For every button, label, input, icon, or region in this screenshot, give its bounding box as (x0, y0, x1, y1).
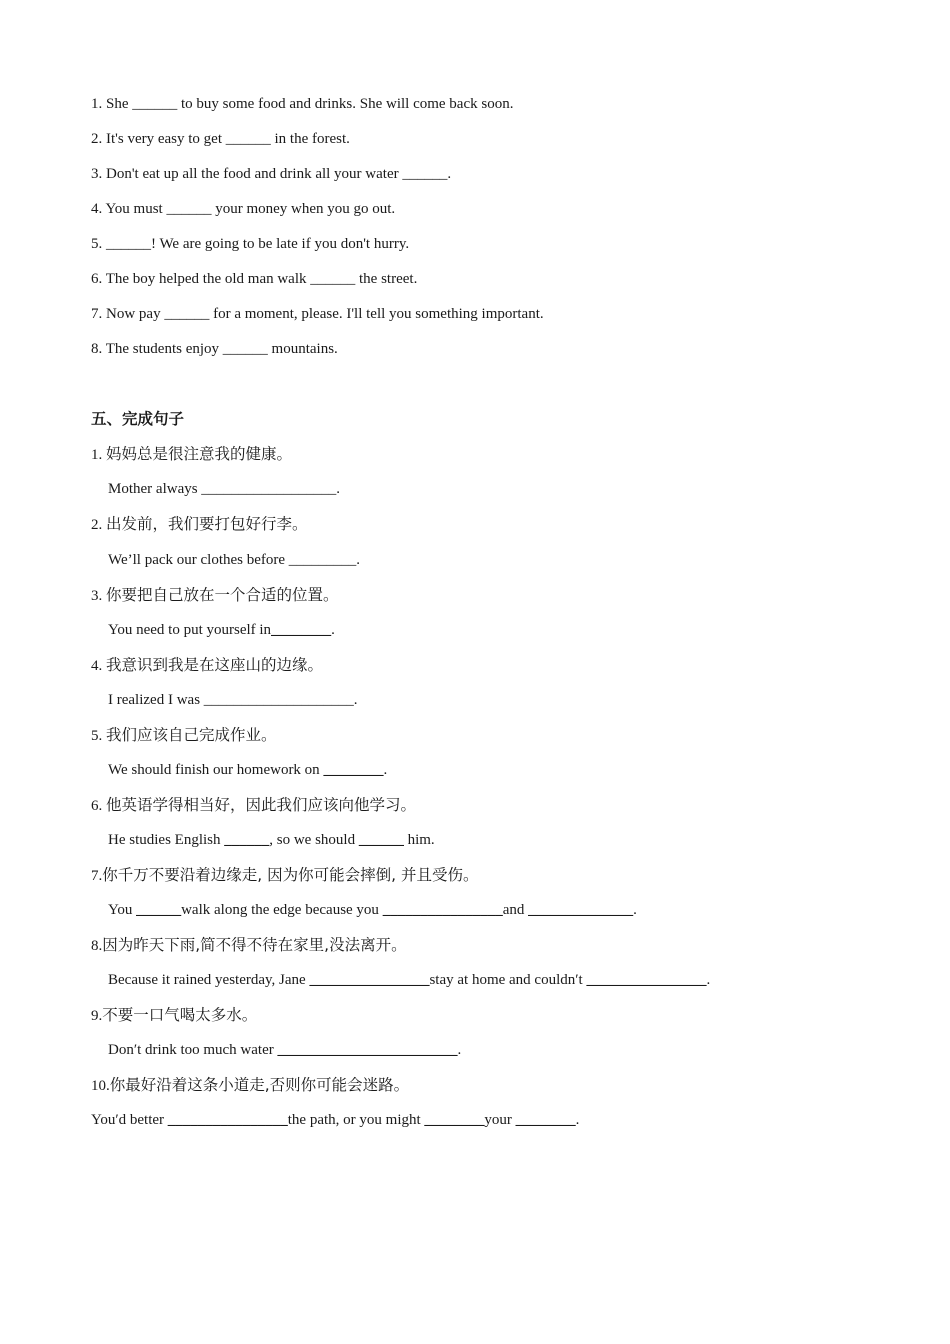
answer-line: We’ll pack our clothes before _________. (108, 552, 361, 568)
question-chinese: 10.你最好沿着这条小道走,否则你可能会迷路。 (91, 1076, 410, 1094)
exercise-line: 4. You must ______ your money when you go out. (91, 201, 396, 217)
question-chinese: 5. 我们应该自己完成作业。 (91, 726, 277, 744)
question-chinese: 9.不要一口气喝太多水。 (91, 1006, 258, 1024)
answer-line: He studies English ______, so we should ______ him. (108, 832, 435, 848)
answer-line: We should finish our homework on ________. (108, 762, 388, 778)
exercise-line: 2. It's very easy to get ______ in the forest. (91, 131, 350, 147)
exercise-line: 7. Now pay ______ for a moment, please. I'll tell you something important. (91, 306, 544, 322)
answer-line: I realized I was ____________________. (108, 692, 358, 708)
answer-line: You need to put yourself in________. (108, 622, 335, 638)
question-chinese: 4. 我意识到我是在这座山的边缘。 (91, 656, 324, 674)
question-chinese: 7.你千万不要沿着边缘走, 因为你可能会摔倒, 并且受伤。 (91, 866, 479, 884)
section-heading: 五、完成句子 (91, 410, 185, 428)
exercise-line: 3. Don't eat up all the food and drink all your water ______. (91, 166, 452, 182)
answer-line: Mother always __________________. (108, 481, 341, 497)
answer-line: Don′t drink too much water ________________________. (108, 1042, 462, 1058)
question-chinese: 8.因为昨天下雨,简不得不待在家里,没法离开。 (91, 936, 407, 954)
question-chinese: 1. 妈妈总是很注意我的健康。 (91, 445, 293, 463)
exercise-line: 8. The students enjoy ______ mountains. (91, 341, 338, 357)
question-chinese: 2. 出发前，我们要打包好行李。 (91, 515, 308, 533)
answer-line: Because it rained yesterday, Jane ________________stay at home and couldn′t ________________. (108, 972, 711, 988)
exercise-line: 6. The boy helped the old man walk ______ the street. (91, 271, 418, 287)
question-chinese: 3. 你要把自己放在一个合适的位置。 (91, 586, 339, 604)
question-chinese: 6. 他英语学得相当好，因此我们应该向他学习。 (91, 796, 417, 814)
exercise-line: 1. She ______ to buy some food and drinks. She will come back soon. (91, 96, 514, 112)
answer-line: You′d better ________________the path, or you might ________your ________. (91, 1112, 580, 1128)
exercise-line: 5. ______! We are going to be late if you don't hurry. (91, 236, 410, 252)
answer-line: You ______walk along the edge because you ________________and ______________. (108, 902, 637, 918)
